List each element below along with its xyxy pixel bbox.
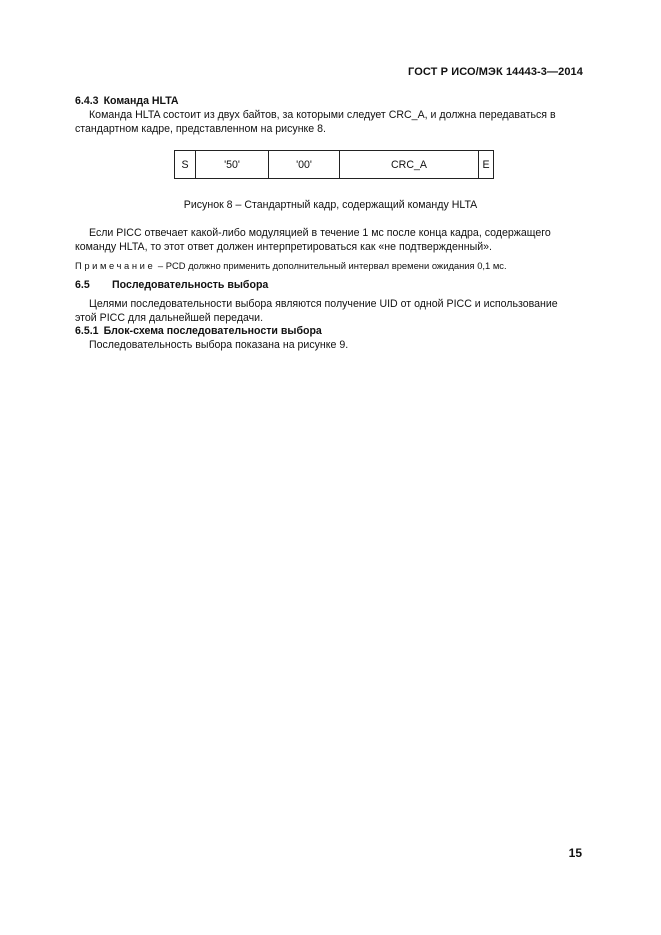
section-title: Последовательность выбора [112, 279, 269, 291]
section-6-5-1-paragraph [75, 338, 583, 352]
standard-header: ГОСТ Р ИСО/МЭК 14443-3—2014 [408, 66, 583, 78]
paragraph-line: Целями последовательности выбора являются получение UID от одной PICC и использование [89, 298, 558, 310]
figure-8-frame-table [174, 150, 494, 179]
frame-cell-crc: CRC_A [340, 151, 479, 179]
frame-cell-byte1: '50' [196, 151, 269, 179]
section-6-5-1-heading [75, 324, 583, 338]
section-6-4-3-paragraph [75, 108, 583, 136]
section-6-4-3-heading [75, 94, 583, 108]
paragraph-line: Если PICC отвечает какой-либо модуляцией в течение 1 мс после конца кадра, содержащего [89, 227, 551, 239]
section-6-5-paragraph [75, 297, 583, 325]
paragraph-line: команду HLTA, то этот ответ должен интерпретироваться как «не подтвержденный». [75, 241, 492, 253]
page-number: 15 [568, 846, 582, 860]
figure-8-caption: Рисунок 8 – Стандартный кадр, содержащий команду HLTA [183, 199, 478, 211]
paragraph-line: Команда HLTA состоит из двух байтов, за которыми следует CRC_A, и должна передаваться в [89, 109, 556, 121]
frame-cell-end: E [479, 151, 494, 179]
section-title: Команда HLTA [103, 95, 179, 107]
frame-row [175, 151, 494, 179]
paragraph-line: стандартном кадре, представленном на рисунке 8. [75, 123, 326, 135]
section-number: 6.4.3 [75, 95, 99, 107]
note-label: Примечание [75, 260, 156, 271]
note-text: – PCD должно применить дополнительный интервал времени ожидания 0,1 мс. [155, 260, 507, 271]
paragraph-line: этой PICC для дальнейшей передачи. [75, 312, 264, 324]
note [75, 259, 583, 273]
frame-cell-start: S [175, 151, 196, 179]
section-number: 6.5 [75, 279, 90, 291]
picc-paragraph [75, 226, 583, 254]
section-title: Блок-схема последовательности выбора [103, 325, 322, 337]
paragraph-line: Последовательность выбора показана на рисунке 9. [89, 339, 349, 351]
section-number: 6.5.1 [75, 325, 99, 337]
frame-cell-byte2: '00' [269, 151, 340, 179]
section-6-5-heading [75, 278, 583, 292]
